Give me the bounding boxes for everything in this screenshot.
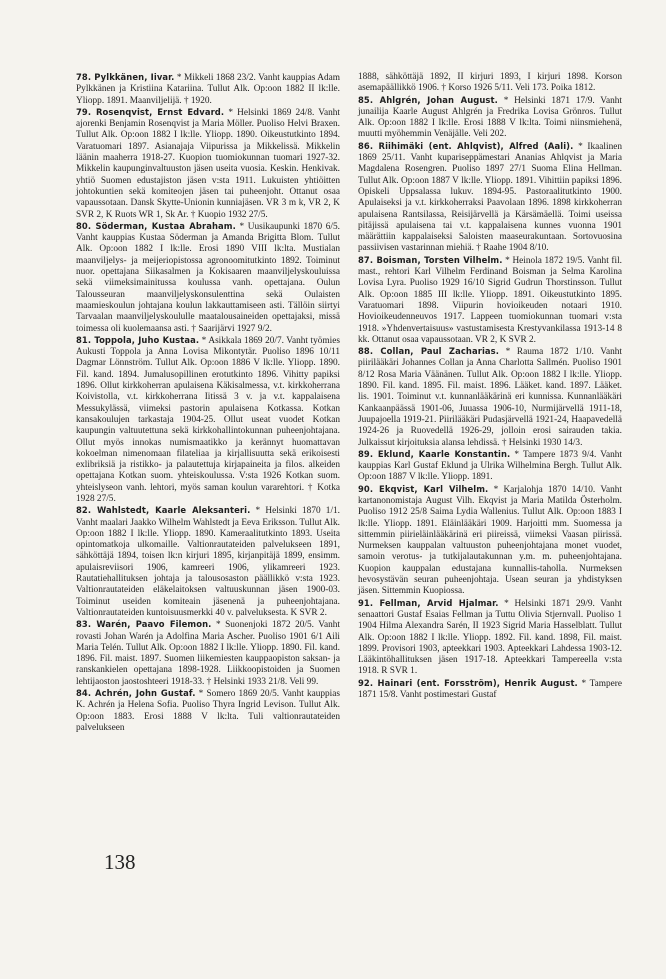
entry-body: * Mikkeli 1868 23/2. Vanht kauppias Adam Pylkkänen ja Kristiina Katariina. Tullut Alk. Op:oon 1882 II lk:lle. Yliopp. 1891. Maanviljelijä. † 1920. bbox=[76, 73, 340, 106]
biography-entry bbox=[76, 107, 340, 221]
entry-body: * Ikaalinen 1869 25/11. Vanht kupariseppämestari Ananias Ahlqvist ja Maria Magdalena Rosengren. Puoliso 1897 27/1 Suoma Elina Hellman. Tullut Alk. Op:oon 1887 V lk:lle. Yliopp. 1891. Vihittiin papiksi 1896. Opiskeli Uppsalassa lukuv. 1894-95. Pastoraalitutkinto 1900. Apulaiseksi ja v.t. kirkkoherraksi Paavolaan 1896. 1898 kirkkoherran apulaisena Rantsilassa, Reisijärvellä ja Kärsämäellä. Toimi useissa pitäjissä apulaisena tai v.t. kappalaisena kunnes vuonna 1901 määrättiin kappalaiseksi Saloisten maaseurakuntaan. Sortovuosina passiivisen vastarinnan miehiä. † Raahe 1904 8/10. bbox=[358, 141, 623, 254]
biography-entry bbox=[76, 72, 340, 107]
entry-heading: 92. Hainari (ent. Forsström), Henrik August. bbox=[358, 677, 578, 688]
biography-entry bbox=[76, 688, 340, 734]
entry-body: * Helsinki 1871 17/9. Vanht junailija Kaarle August Ahlgrén ja Fredrika Lovisa Grönros. Tullut Alk. Op:oon 1882 I lk:lle. Erosi 1888 V lk:lta. Toimi niinsmiehenä, muutti myöhemmin Venäjälle. Veli 202. bbox=[358, 95, 622, 140]
entry-body: 1888, sähköttäjä 1892, II kirjuri 1893, I kirjuri 1898. Korson asemapäällikkö 1906. † Korso 1926 5/11. Veli 173. Poika 1812. bbox=[358, 72, 622, 94]
entry-heading: 82. Wahlstedt, Kaarle Aleksanteri. bbox=[76, 505, 251, 516]
entry-body: * Tampere 1871 15/8. Vanht postimestari Gustaf bbox=[358, 678, 622, 701]
entry-body: * Rauma 1872 1/10. Vanht piirilääkäri Johannes Collan ja Anna Charlotta Sallmén. Puoliso 1901 8/12 Rosa Maria Väänänen. Tullut Alk. Op:oon 1882 I lk:lle. Yliopp. 1890. Fil. kand. 1895. Fil. maist. 1896. Lääket. kand. 1897. Lääket. lis. 1901. Toiminut v.t. kunnanlääkärinä eri kunnissa. Kunnanlääkäri Kankaanpäässä 1901-06, Juuassa 1906-10, Nurmijärvellä 1911-18, Juupajoella 1919-21. Piirilääkäri Pudasjärvellä 1921-24, Haapavedellä 1924-26 ja Ruovedellä 1926-29, jolloin erosi sairauden takia. Julkaissut kirjoituksia alansa lehdissä. † Helsinki 1930 14/3. bbox=[358, 347, 622, 448]
biography-entry bbox=[76, 505, 340, 619]
entry-heading: 84. Achrén, John Gustaf. bbox=[76, 688, 196, 699]
entry-heading: 81. Toppola, Juho Kustaa. bbox=[76, 334, 200, 345]
biography-entry bbox=[76, 221, 340, 335]
biography-entry bbox=[358, 141, 622, 255]
entry-body: * Helsinki 1869 24/8. Vanht ajorenki Benjamin Rosenqvist ja Maria Möller. Puoliso Helvi Braxen. Tullut Alk. Op:oon 1882 I lk:lle. Yliopp. 1890. Oikeustutkinto 1894. Varatuomari 1897. Asianajaja Viipurissa ja Mikkelissä. Mikkelin läänin maaherra 1918-27. Kuopion tuomiokunnan tuomari 1927-32. Mikkelin kaupunginvaltuuston jäsen useita vuosia. Keskin. Henkivak. yhtiö Suomen edustajiston jäsen v:sta 1911. Lukuisten yhtiöitten johtokuntien sekä komiteojen jäsen tai puheenjoht. Ottanut osaa vapaussotaan. Dansk Skytte-Unionin kunniajäsen. VR 3 m k, VR 2, K SVR 2, K Ruots WR 1, Sk Ar. † Kuopio 1932 27/5. bbox=[76, 107, 340, 220]
right-column bbox=[358, 72, 622, 701]
biography-entry bbox=[358, 484, 622, 598]
entry-heading: 86. Riihimäki (ent. Ahlqvist), Alfred (Aali). bbox=[358, 140, 574, 151]
entry-body: * Uusikaupunki 1870 6/5. Vanht kauppias Kustaa Söderman ja Amanda Brigitta Blom. Tullut Alk. Op:oon 1882 I lk:lle. Erosi 1890 VIII lk:lta. Mustialan maanviljelys- ja meijeriopistossa agronoomitutkinto 1892. Toiminut nuor. opettajana Siikasalmen ja Kokisaaren maanviljelyskouluissa sekä viimeksimainitussa koulussa vanh. opettajana. Oulun Talousseuran maanviljelyskonsulenttina sekä Oulaisten maamieskoulun johtajana koulun lakkauttamiseen asti. Tällöin siirtyi Tarvaalan maanviljelyskoululle maatalousaineiden opettajaksi, missä toimessa oli kuolemaansa asti. † Saarijärvi 1927 9/2. bbox=[76, 221, 340, 334]
biography-entry bbox=[358, 449, 622, 484]
entry-heading: 90. Ekqvist, Karl Vilhelm. bbox=[358, 483, 489, 494]
biography-entry bbox=[358, 598, 622, 678]
entry-body: * Heinola 1872 19/5. Vanht fil. mast., rehtori Karl Vilhelm Ferdinand Boisman ja Selma Karolina Lovisa Lyra. Puoliso 1929 16/10 Sigrid Gudrun Thorstinsson. Tullut Alk. Op:oon 1885 III lk:lle. Yliopp. 1891. Oikeustutkinto 1895. Varatuomari 1898. Viipurin hovioikeuden notaari 1910. Hovioikeudenneuvos 1917. Lappeen tuomiokunnan tuomari v:sta 1918. »Yhdenvertaisuus» vastustamisesta Krestyvankilassa 1913-14 8 kk. Ottanut osaa vapaussotaan. VR 2, K SVR 2. bbox=[358, 255, 622, 345]
entry-body: * Asikkala 1869 20/7. Vanht työmies Aukusti Toppola ja Anna Lovisa Mikontytär. Puoliso 1896 10/11 Dagmar Lönnström. Tullut Alk. Op:oon 1886 V lk:lle. Yliopp. 1890. Fil. kand. 1894. Jumalusopillinen erotutkinto 1896. Vihitty papiksi 1896. Ollut kirkkoherran apulaisena Käkisalmessa, v.t. kirkkoherrana Koivistolla, v.t. kirkkoherrana Iitissä 3 v. ja v.t. kappalaisena Messukylässä, viimeksi pastorin apulaisena Kotkassa. Kotkan kansakoulujen tarkastaja 1904-25. Ollut useat vuodet Kotkan kaupungin valtuutettuna sekä kirkkohallintokunnan puheenjohtajana. Ollut myös innokas numismaatikko ja kerännyt huomattavan kokoelman nimenomaan filateliaa ja kirjallisuutta sekä erikoisesti exlibriksiä ja ristikko- ja palautettuja kirjapaineita ja filos. alkeiden opettajana Kotkan suom. yhteiskoulussa. V:sta 1926 Kotkan suom. yhteislyseon vanh. lehtori, myös saman koulun vararehtori. † Kotka 1928 27/5. bbox=[76, 335, 340, 504]
page-number: 138 bbox=[104, 850, 136, 874]
entry-body: * Karjalohja 1870 14/10. Vanht kartanonomistaja August Vilh. Ekqvist ja Maria Matilda Österholm. Puoliso 1912 25/8 Saima Lydia Wallenius. Tullut Alk. Op:oon 1883 I lk:lle. Yliopp. 1891. Eläinlääkäri 1909. Harjoitti mm. Suomessa ja sittemmin piirieläinlääkärinä eri piireissä, viimeksi Vaasan piirissä. Nurmeksen kauppalan valtuuston puheenjohtajana monet vuodet, samoin verotus- ja tutkijalautakunnan y.m. m. puheenjohtajana. Kuopion kauppalan edustajana kunnallis-taholla. Nurmeksen hevosystävän seuran puheenjohtaja. Usean seuran ja yhdistyksen jäsen. Sittemmin Kuopiossa. bbox=[358, 484, 623, 597]
entry-body: * Helsinki 1871 29/9. Vanht senaattori Gustaf Esaias Fellman ja Tuttu Olivia Stjernvall. Puoliso 1 1904 Hilma Alexandra Sarén, II 1923 Sigrid Maria Hasselblatt. Tullut Alk. Op:oon 1882 I lk:lle. Yliopp. 1892. Fil. kand. 1898, Fil. maist. 1899. Provisori 1903, apteekkari 1903. Apteekkari Lahdessa 1903-12. Lääkintöhallituksen jäsen 1917-18. Apteekkari Tampereella v:sta 1918. R SVR 1. bbox=[358, 598, 622, 677]
entry-heading: 89. Eklund, Kaarle Konstantin. bbox=[358, 448, 511, 459]
entry-body: * Somero 1869 20/5. Vanht kauppias K. Achrén ja Helena Sofia. Puoliso Thyra Ingrid Levison. Tullut Alk. Op:oon 1883. Erosi 1888 V lk:lta. Tuli valtionrautateiden palvelukseen bbox=[76, 689, 341, 733]
biography-entry bbox=[358, 255, 622, 346]
biography-entry bbox=[76, 335, 340, 505]
biography-entry bbox=[358, 346, 622, 449]
entry-heading: 88. Collan, Paul Zacharias. bbox=[358, 346, 500, 357]
entry-heading: 83. Warén, Paavo Filemon. bbox=[76, 619, 212, 630]
entry-body: * Suonenjoki 1872 20/5. Vanht rovasti Johan Warén ja Adolfina Maria Ascher. Puoliso 1901 6/1 Aili Maria Telén. Tullut Alk. Op:oon 1882 I lk:lle. Yliopp. 1890. Fil. kand. 1896. Fil. maist. 1897. Suomen liikemiesten kauppaopiston saksan- ja ranskankielen opettajana 1898-1928. Liikkoopistoiden ja Suomen lehtijaoston jaostoshteeri 1918-33. † Helsinki 1933 21/8. Veli 99. bbox=[76, 620, 340, 687]
entry-heading: 78. Pylkkänen, Iivar. bbox=[76, 72, 175, 82]
entry-body: * Tampere 1873 9/4. Vanht kauppias Karl Gustaf Eklund ja Ulrika Wilhelmina Bergh. Tullut Alk. Op:oon 1887 V lk:lle. Yliopp. 1891. bbox=[358, 449, 623, 483]
entry-heading: 91. Fellman, Arvid Hjalmar. bbox=[358, 597, 499, 608]
entry-body: * Helsinki 1870 1/1. Vanht maalari Jaakko Wilhelm Wahlstedt ja Eeva Eriksson. Tullut Alk. Op:oon 1882 I lk:lle. Yliopp. 1890. Kameraalitutkinto 1893. Useita opintomatkoja ulkomaille. Valtionrautateiden palvelukseen 1891, sähköttäjä 1894, toisen lk:n kirjuri 1895, kirjanpitäjä 1899, ensimm. apulaisreviisori 1906, kamreeri 1906, ylikamreeri 1923. Rautatiehallituksen johtaja ja talousosaston päällikkö v:sta 1923. Valtionrautateiden eläkelaitoksen valtuuskunnan jäsen 1900-03. Toiminut useiden komiteain jäsenenä ja puheenjohtajana. Valtionrautateiden kuntoisuusmerkki 40 v. palveluksesta. K SVR 2. bbox=[76, 506, 341, 618]
entry-heading: 87. Boisman, Torsten Vilhelm. bbox=[358, 254, 503, 265]
biography-entry bbox=[358, 72, 622, 95]
biography-entry bbox=[358, 678, 622, 702]
biography-entry bbox=[76, 619, 340, 688]
biography-entry bbox=[358, 95, 622, 141]
left-column bbox=[76, 72, 340, 734]
entry-heading: 79. Rosenqvist, Ernst Edvard. bbox=[76, 106, 225, 117]
entry-heading: 80. Söderman, Kustaa Abraham. bbox=[76, 220, 236, 231]
entry-heading: 85. Ahlgrén, Johan August. bbox=[358, 94, 498, 105]
